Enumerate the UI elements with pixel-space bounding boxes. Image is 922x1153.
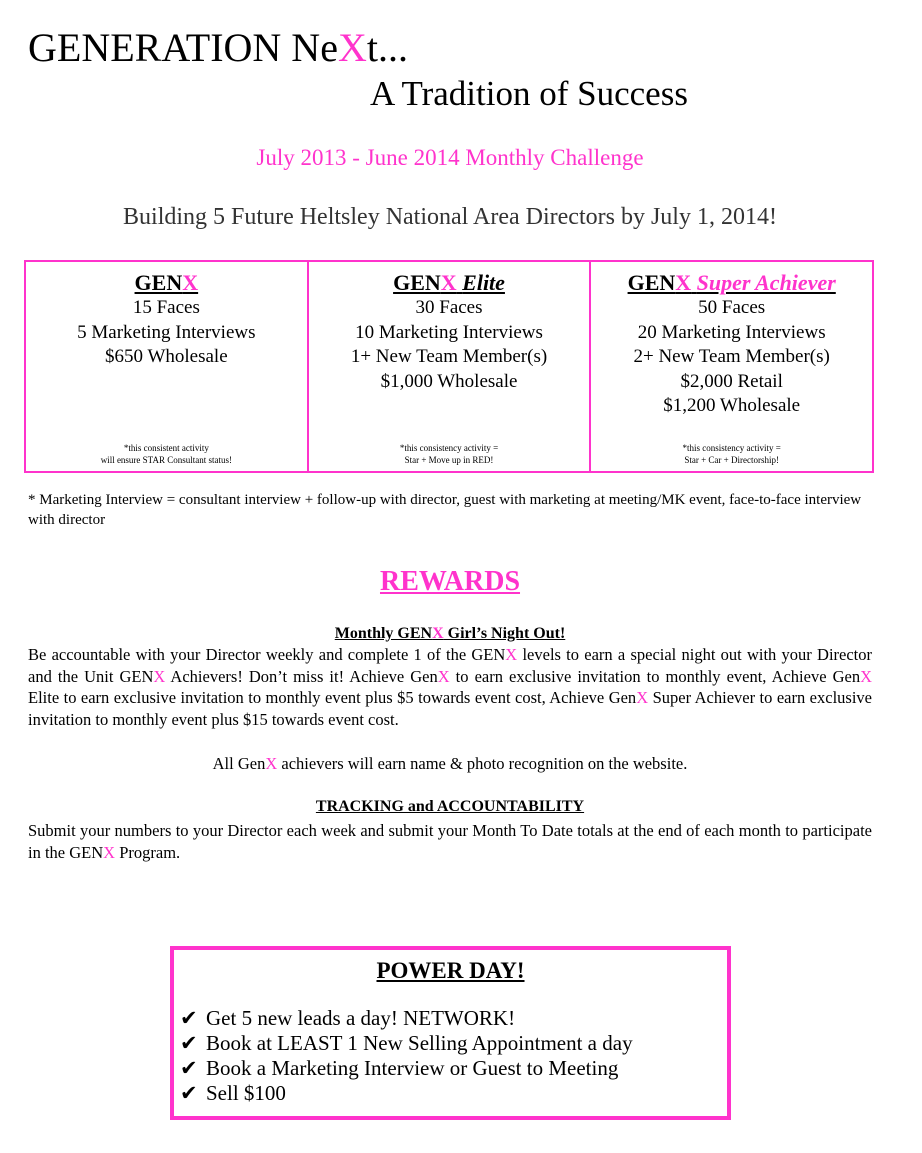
level-heading-sub: Super Achiever xyxy=(696,270,836,295)
level-note-line: Star + Car + Directorship! xyxy=(684,455,779,465)
level-note-line: *this consistency activity = xyxy=(399,443,499,453)
level-heading-gen: GEN xyxy=(627,270,676,295)
level-note xyxy=(309,442,590,466)
level-heading-x: X xyxy=(182,270,199,295)
gno-head-pre: Monthly GEN xyxy=(334,625,433,642)
gno-x: X xyxy=(860,666,872,686)
level-line: 2+ New Team Member(s) xyxy=(633,346,830,367)
list-item xyxy=(180,1056,727,1081)
recognition-post: achievers will earn name & photo recognition on the website. xyxy=(277,754,688,773)
gno-x: X xyxy=(153,666,166,686)
list-item-text: Book at LEAST 1 New Selling Appointment a day xyxy=(206,1031,633,1055)
gno-text-part: Elite to earn exclusive invitation to monthly event plus $5 towards event cost, Achieve Gen xyxy=(28,688,637,707)
level-line: 1+ New Team Member(s) xyxy=(350,346,548,367)
level-line: $650 Wholesale xyxy=(105,346,228,367)
level-note xyxy=(591,442,872,466)
gno-text-part: to earn exclusive invitation to monthly event, Achieve Gen xyxy=(449,666,861,686)
gno-head-x: X xyxy=(432,625,444,642)
gno-text-part: Super Achiever to earn exclusive invitation to monthly event plus $15 towards event cost. xyxy=(28,688,872,729)
level-line: 10 Marketing Interviews xyxy=(355,321,543,343)
level-line: $1,200 Wholesale xyxy=(663,395,801,416)
checkmark-icon: ✔ xyxy=(180,1081,198,1105)
level-note xyxy=(26,442,307,466)
power-day-title: POWER DAY! xyxy=(376,958,525,983)
tracking-text-part: Program. xyxy=(115,842,181,862)
tracking-heading: TRACKING and ACCOUNTABILITY xyxy=(315,798,585,815)
tracking-text-part: Submit your numbers to your Director each week and submit your Month To Date totals at the end of each month to participate in the GEN xyxy=(28,821,872,862)
gno-text-part: levels to earn a special night out with your Director and the Unit GEN xyxy=(28,645,872,686)
level-note-line: Star + Move up in RED! xyxy=(404,455,494,465)
level-heading-gen: GEN xyxy=(393,270,441,295)
level-heading xyxy=(26,270,307,296)
checkmark-icon: ✔ xyxy=(180,1031,198,1055)
girls-night-out-heading xyxy=(0,625,900,643)
level-line: $2,000 Retail xyxy=(680,370,783,392)
checkmark-icon: ✔ xyxy=(180,1006,198,1030)
page-title xyxy=(28,26,408,70)
level-line: 20 Marketing Interviews xyxy=(637,321,826,343)
level-line: 15 Faces xyxy=(132,297,200,318)
power-day-box xyxy=(170,946,731,1120)
level-line: 30 Faces xyxy=(415,297,483,318)
level-heading xyxy=(591,270,872,296)
rewards-heading: REWARDS xyxy=(379,566,521,597)
level-note-line: *this consistency activity = xyxy=(682,443,781,453)
list-item xyxy=(180,1081,727,1106)
level-line: 5 Marketing Interviews xyxy=(77,321,256,343)
level-heading-x: X xyxy=(440,270,457,295)
recognition-note xyxy=(0,754,900,774)
title-part1: GENERATION Ne xyxy=(28,25,338,70)
gno-text-part: Be accountable with your Director weekly and complete 1 of the GEN xyxy=(28,645,506,664)
level-genx-elite xyxy=(307,262,590,471)
level-line: $1,000 Wholesale xyxy=(380,370,518,392)
title-x: X xyxy=(337,25,367,70)
level-note-line: *this consistent activity xyxy=(123,443,209,453)
gno-x: X xyxy=(636,688,649,707)
page-subtitle: A Tradition of Success xyxy=(370,74,688,113)
level-genx-super-achiever xyxy=(589,262,872,471)
recognition-x: X xyxy=(265,754,278,773)
level-genx xyxy=(26,262,307,471)
gno-x: X xyxy=(437,666,450,686)
level-line: 50 Faces xyxy=(698,297,766,318)
level-heading-gen: GEN xyxy=(134,270,183,295)
levels-table xyxy=(24,260,874,473)
gno-x: X xyxy=(505,645,518,664)
goal-heading: Building 5 Future Heltsley National Area Directors by July 1, 2014! xyxy=(123,204,777,230)
gno-head-post: Girl’s Night Out! xyxy=(443,625,566,642)
list-item xyxy=(180,1006,727,1031)
level-note-line: will ensure STAR Consultant status! xyxy=(100,455,232,465)
list-item-text: Sell $100 xyxy=(206,1081,286,1105)
recognition-pre: All Gen xyxy=(212,754,266,773)
power-day-list xyxy=(180,1006,727,1106)
tracking-paragraph xyxy=(28,820,872,863)
title-part2: t... xyxy=(366,25,408,70)
marketing-interview-footnote: * Marketing Interview = consultant interview + follow-up with director, guest with marketing at meeting/MK event, face-to-face interview with director xyxy=(28,492,862,528)
list-item-text: Get 5 new leads a day! NETWORK! xyxy=(206,1006,516,1030)
level-heading xyxy=(309,270,590,296)
challenge-heading: July 2013 - June 2014 Monthly Challenge xyxy=(256,145,644,170)
girls-night-out-paragraph xyxy=(28,644,872,730)
level-heading-x: X xyxy=(675,270,692,295)
gno-text-part: Achievers! Don’t miss it! Achieve Gen xyxy=(165,666,438,686)
level-heading-sub: Elite xyxy=(462,270,505,295)
list-item xyxy=(180,1031,727,1056)
list-item-text: Book a Marketing Interview or Guest to Meeting xyxy=(206,1056,619,1080)
tracking-x: X xyxy=(103,842,116,862)
checkmark-icon: ✔ xyxy=(180,1056,198,1080)
